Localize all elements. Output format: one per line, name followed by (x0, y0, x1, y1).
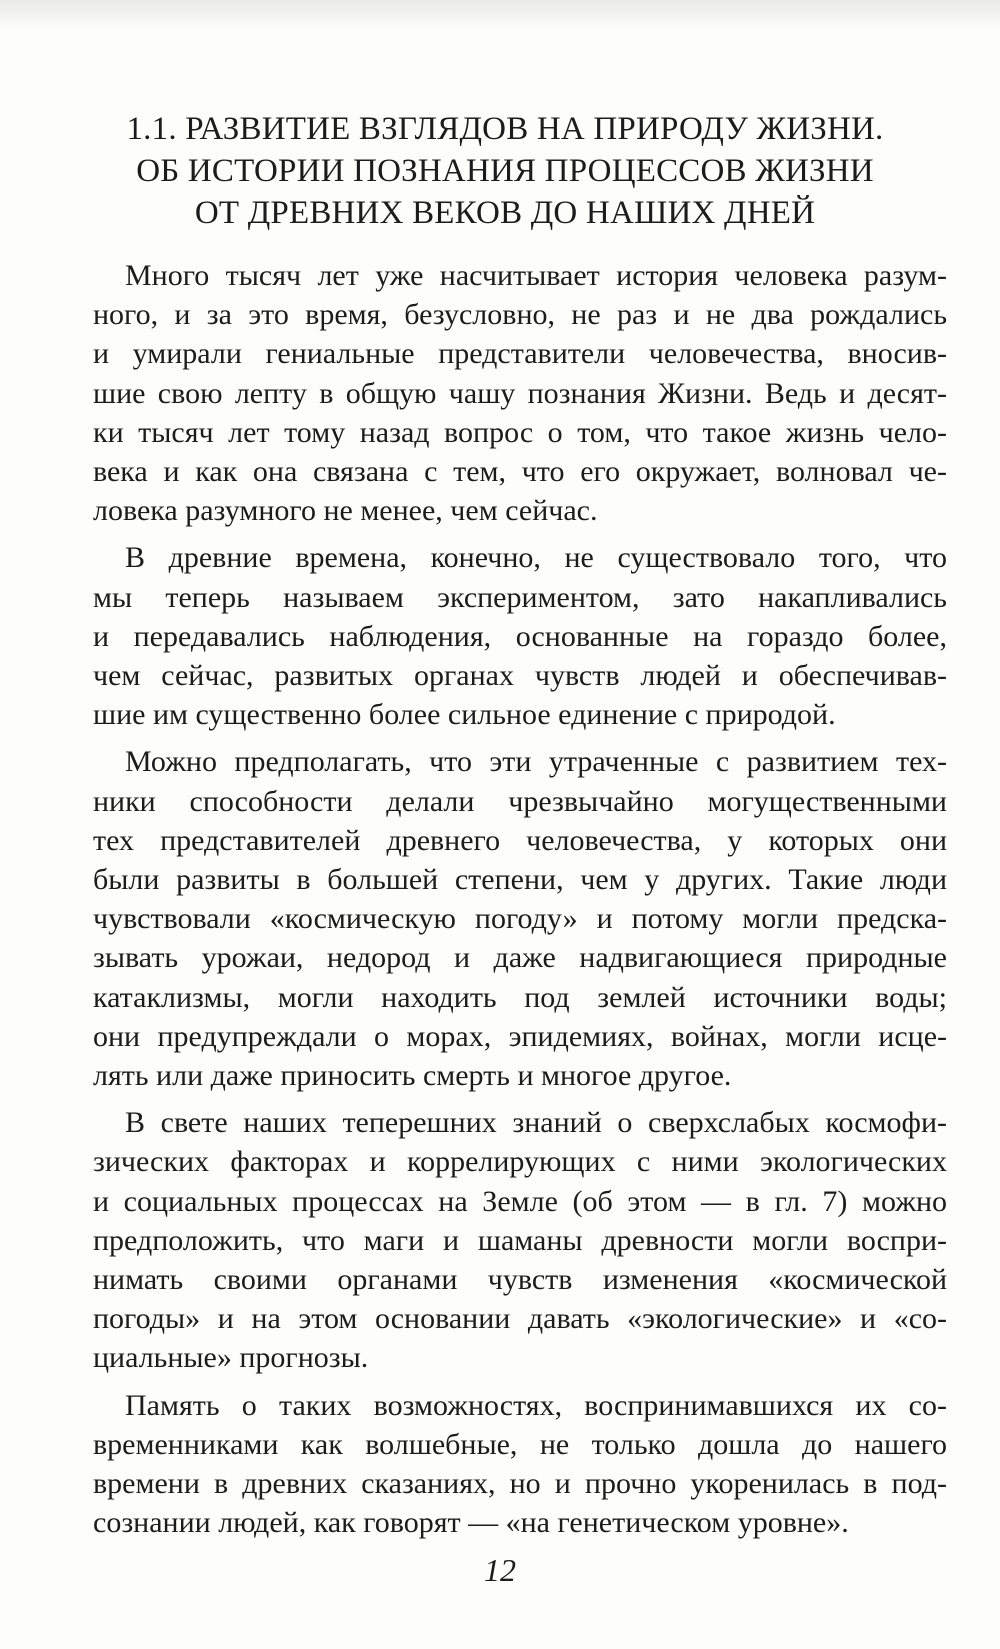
text-line: века и как она связана с тем, что его окружает, волновал че- (93, 455, 947, 489)
text-line: лять или даже приносить смерть и многое другое. (93, 1059, 732, 1093)
paragraph (93, 1386, 947, 1543)
text-line: В древние времена, конечно, не существовало того, что (125, 541, 947, 575)
text-line: нимать своими органами чувств изменения «космической (93, 1263, 947, 1297)
text-line: они предупреждали о морах, эпидемиях, войнах, могли исце- (93, 1019, 947, 1053)
text-line: мы теперь называем экспериментом, зато накапливались (93, 580, 947, 614)
text-line: В свете наших теперешних знаний о сверхслабых космофи- (125, 1106, 947, 1140)
paragraph (93, 538, 947, 734)
paragraph (93, 1103, 947, 1377)
text-line: и социальных процессах на Земле (об этом — в гл. 7) можно (93, 1184, 947, 1218)
text-line: катаклизмы, могли находить под землей источники воды; (93, 980, 947, 1014)
text-line: шие им существенно более сильное единение с природой. (93, 698, 836, 732)
text-line: Много тысяч лет уже насчитывает история человека разум- (125, 259, 947, 292)
text-line: зывать урожаи, недород и даже надвигающиеся природные (93, 941, 947, 975)
paragraph (93, 256, 947, 530)
text-line: предположить, что маги и шаманы древности могли воспри- (93, 1223, 947, 1257)
page-edge-shadow (0, 0, 1000, 30)
paragraph (93, 742, 947, 1095)
text-line: зических факторах и коррелирующих с ними экологических (93, 1145, 947, 1179)
text-line: погоды» и на этом основании давать «экологические» и «со- (93, 1302, 947, 1336)
body-text (93, 256, 947, 1551)
text-line: временниками как волшебные, не только дошла до нашего (93, 1427, 947, 1461)
text-line: ловека разумного не менее, чем сейчас. (93, 494, 598, 528)
text-line: чем сейчас, развитых органах чувств людей и обеспечивав- (93, 659, 947, 693)
text-line: циальные» прогнозы. (93, 1341, 369, 1375)
text-line: сознании людей, как говорят — «на генетическом уровне». (93, 1506, 849, 1540)
text-line: были развиты в большей степени, чем у других. Такие люди (93, 863, 947, 897)
text-line: ного, и за это время, безусловно, не раз и не два рождались (93, 298, 947, 332)
section-heading (120, 108, 890, 234)
text-line: ки тысяч лет тому назад вопрос о том, что такое жизнь чело- (93, 415, 947, 449)
text-line: тех представителей древнего человечества, у которых они (93, 823, 947, 857)
text-line: времени в древних сказаниях, но и прочно укоренилась в под- (93, 1467, 947, 1501)
text-line: и умирали гениальные представители человечества, вносив- (93, 337, 947, 371)
text-line: Память о таких возможностях, воспринимавшихся их со- (125, 1388, 947, 1422)
text-line: Можно предполагать, что эти утраченные с развитием тех- (125, 745, 947, 779)
text-line: шие свою лепту в общую чашу познания Жизни. Ведь и десят- (93, 376, 947, 410)
heading-line: ОТ ДРЕВНИХ ВЕКОВ ДО НАШИХ ДНЕЙ (194, 195, 816, 231)
heading-line: 1.1. РАЗВИТИЕ ВЗГЛЯДОВ НА ПРИРОДУ ЖИЗНИ. (126, 111, 884, 147)
heading-line: ОБ ИСТОРИИ ПОЗНАНИЯ ПРОЦЕССОВ ЖИЗНИ (136, 153, 874, 189)
page-number: 12 (484, 1552, 516, 1588)
text-line: чувствовали «космическую погоду» и потому могли предска- (93, 902, 947, 936)
text-line: ники способности делали чрезвычайно могущественными (93, 784, 947, 818)
text-line: и передавались наблюдения, основанные на гораздо более, (93, 619, 947, 653)
